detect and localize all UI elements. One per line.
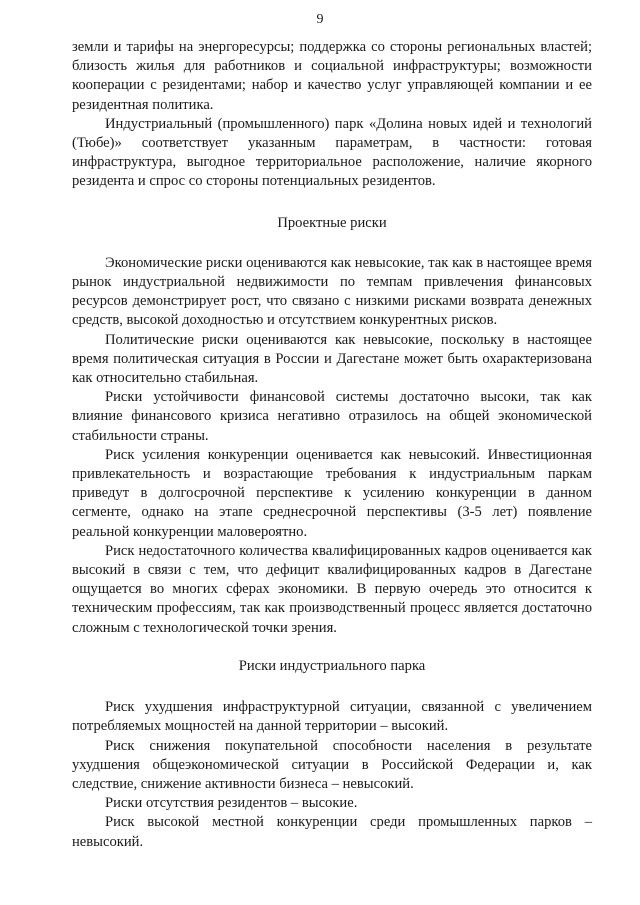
paragraph-continuation: земли и тарифы на энергоресурсы; поддержка со стороны региональных властей; близость жилья для работников и социальной инфраструктуры; возможности кооперации с резидентами; набор и качество услуг управляющей компании и ее резидентная политика. — [72, 39, 592, 113]
section-heading-project-risks: Проектные риски — [277, 214, 387, 231]
paragraph-competition-risk: Риск усиления конкуренции оценивается как невысокий. Инвестиционная привлекательность и возрастающие требования к индустриальным паркам приведут в долгосрочной перспективе к усилению конкуренции в данном сегменте, однако на этапе среднесрочной перспективы (3-5 лет) появление реальной конкуренции маловероятно. — [72, 446, 592, 540]
paragraph-purchasing-power-risk: Риск снижения покупательной способности населения в результате ухудшения общеэкономической ситуации в Российской Федерации и, как следствие, снижение активности бизнеса – невысокий. — [72, 737, 592, 792]
paragraph-economic-risks: Экономические риски оцениваются как невысокие, так как в настоящее время рынок индустриальной недвижимости по темпам привлечения финансовых ресурсов демонстрирует рост, что связано с низкими рисками возврата денежных средств, высокой доходностью и отсутствием конкурентных рисков. — [72, 254, 592, 329]
paragraph-residents-risk: Риски отсутствия резидентов – высокие. — [105, 795, 358, 812]
page-content — [72, 38, 592, 852]
section-heading-park-risks: Риски индустриального парка — [238, 657, 426, 674]
paragraph-park-compliance: Индустриальный (промышленного) парк «Долина новых идей и технологий (Тюбе)» соответствует указанным параметрам, в частности: готовая инфраструктура, выгодное территориальное расположение, наличие якорного резидента и спрос со стороны потенциальных резидентов. — [72, 115, 592, 190]
paragraph-financial-system-risks: Риски устойчивости финансовой системы достаточно высоки, так как влияние финансового кризиса негативно отразилось на общей экономической стабильности страны. — [72, 389, 592, 444]
paragraph-political-risks: Политические риски оцениваются как невысокие, поскольку в настоящее время политическая ситуация в России и Дагестане может быть охарактеризована как относительно стабильная. — [72, 331, 592, 387]
page-number: 9 — [316, 12, 324, 27]
paragraph-infrastructure-risk: Риск ухудшения инфраструктурной ситуации, связанной с увеличением потребляемых мощностей на данной территории – высокий. — [72, 699, 592, 735]
paragraph-staff-risk: Риск недостаточного количества квалифицированных кадров оценивается как высокий в связи с тем, что дефицит квалифицированных кадров в Дагестане ощущается во многих сферах экономики. В первую очередь это относится к техническим профессиям, так как производственный процесс является достаточно сложным с технологической точки зрения. — [72, 542, 592, 636]
paragraph-local-competition-risk: Риск высокой местной конкуренции среди промышленных парков – невысокий. — [72, 814, 592, 850]
